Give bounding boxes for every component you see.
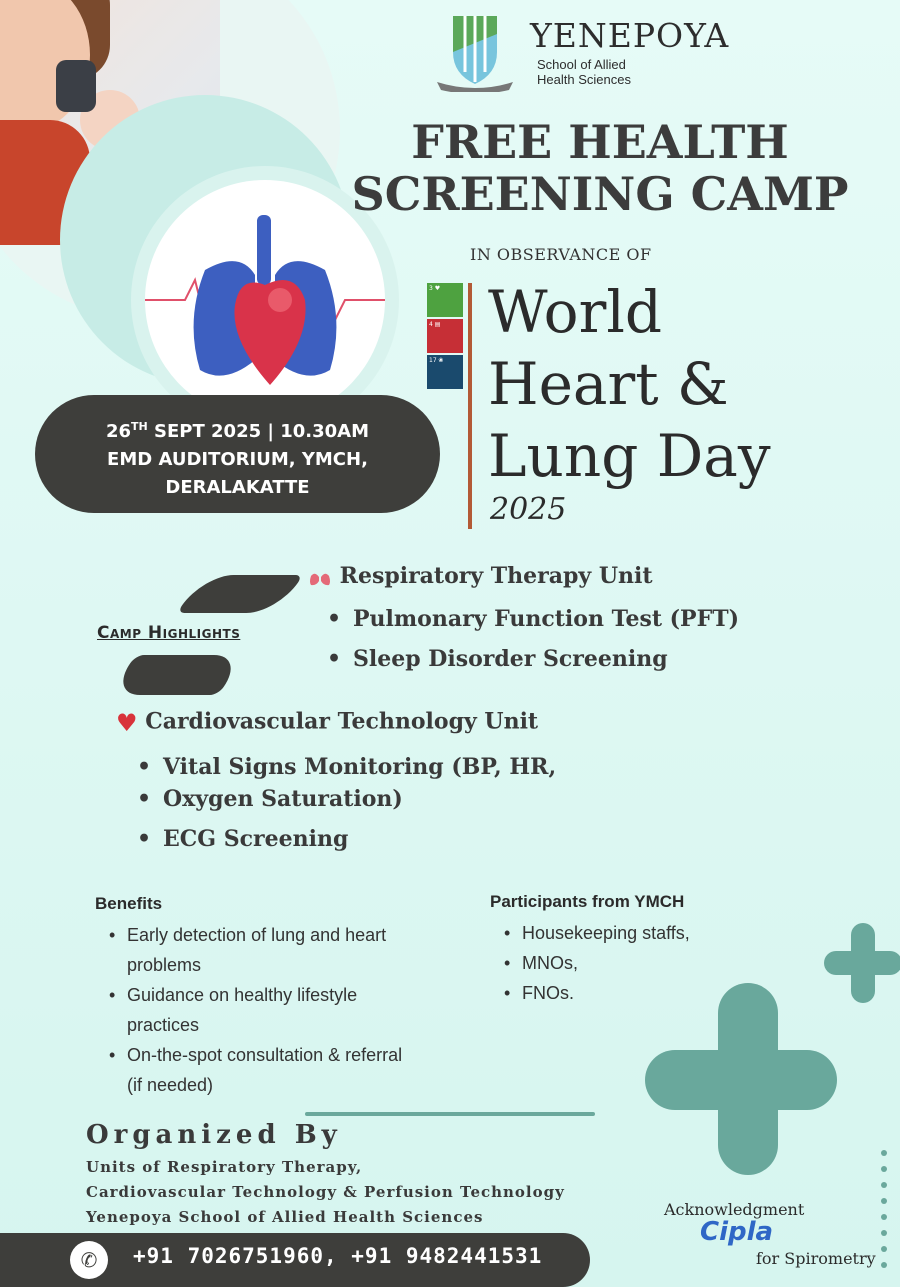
event-year: 2025 <box>490 492 567 527</box>
respiratory-list <box>325 605 739 685</box>
list-item: • MNOs, <box>500 948 690 978</box>
decor-swoosh <box>177 575 304 613</box>
sdg-4-quality-education-icon: 4 ▤ <box>427 319 463 353</box>
page-title: FREE HEALTH SCREENING CAMP <box>351 115 849 221</box>
sdg-3-good-health-icon: 3 ♥ <box>427 283 463 317</box>
list-item: • FNOs. <box>500 978 690 1008</box>
cipla-logo: Cipla <box>700 1217 774 1247</box>
event-name: World Heart & Lung Day <box>488 278 771 490</box>
benefits-list <box>105 920 402 1100</box>
phone-icon: ✆ <box>70 1241 108 1279</box>
organized-by-title: Organized By <box>86 1120 342 1150</box>
list-item: • Housekeeping staffs, <box>500 918 690 948</box>
contact-phones[interactable]: +91 7026751960, +91 9482441531 <box>133 1244 543 1268</box>
list-item: • Vital Signs Monitoring (BP, HR, <box>135 753 556 781</box>
observance-label: IN OBSERVANCE OF <box>470 245 652 264</box>
organ-ring <box>60 95 350 385</box>
sdg-badges <box>427 283 463 391</box>
section-divider <box>305 1112 595 1116</box>
sdg-17-partnerships-icon: 17 ❀ <box>427 355 463 389</box>
respiratory-unit-title: Respiratory Therapy Unit <box>308 563 653 589</box>
list-item: • Guidance on healthy lifestyle <box>105 980 402 1010</box>
list-item: • ECG Screening <box>135 825 556 853</box>
logo-name: YENEPOYA <box>530 16 730 55</box>
benefits-title: Benefits <box>95 894 163 913</box>
list-item-continuation: problems <box>127 955 202 975</box>
acknowledgment-purpose: for Spirometry <box>756 1249 876 1268</box>
plus-cross-small-icon <box>824 951 900 975</box>
participants-title: Participants from YMCH <box>490 892 685 911</box>
logo-subtitle: School of Allied Health Sciences <box>537 57 631 87</box>
organizer-details: Units of Respiratory Therapy, Cardiovascular Technology & Perfusion Technology Yenepoya School of Allied Health Sciences <box>86 1158 565 1226</box>
list-item-continuation: • Oxygen Saturation) <box>135 785 556 813</box>
title-divider <box>468 283 472 529</box>
cardio-unit-title: ♥ Cardiovascular Technology Unit <box>116 708 539 737</box>
camp-highlights-label: Camp Highlights <box>97 623 241 643</box>
list-item: • On-the-spot consultation & referral <box>105 1040 402 1070</box>
list-item: • Early detection of lung and heart <box>105 920 402 950</box>
plus-cross-icon <box>645 1050 837 1110</box>
list-item-continuation: (if needed) <box>127 1075 214 1095</box>
lungs-icon <box>308 567 332 587</box>
event-details-pill <box>35 395 440 513</box>
decor-dots <box>881 1150 889 1278</box>
heart-icon: ♥ <box>116 708 138 737</box>
event-venue-line2: DERALAKATTE <box>165 477 310 498</box>
participants-list <box>500 918 690 1008</box>
event-venue-line1: EMD AUDITORIUM, YMCH, <box>107 449 368 470</box>
event-date-time: 26TH SEPT 2025 | 10.30AM <box>105 420 370 442</box>
yenepoya-logo-icon <box>435 12 515 92</box>
list-item: • Pulmonary Function Test (PFT) <box>325 605 739 633</box>
list-item-continuation: practices <box>127 1015 200 1035</box>
decor-swoosh <box>108 655 246 695</box>
acknowledgment-label: Acknowledgment <box>664 1200 805 1219</box>
cardio-list <box>135 753 556 865</box>
list-item: • Sleep Disorder Screening <box>325 645 739 673</box>
